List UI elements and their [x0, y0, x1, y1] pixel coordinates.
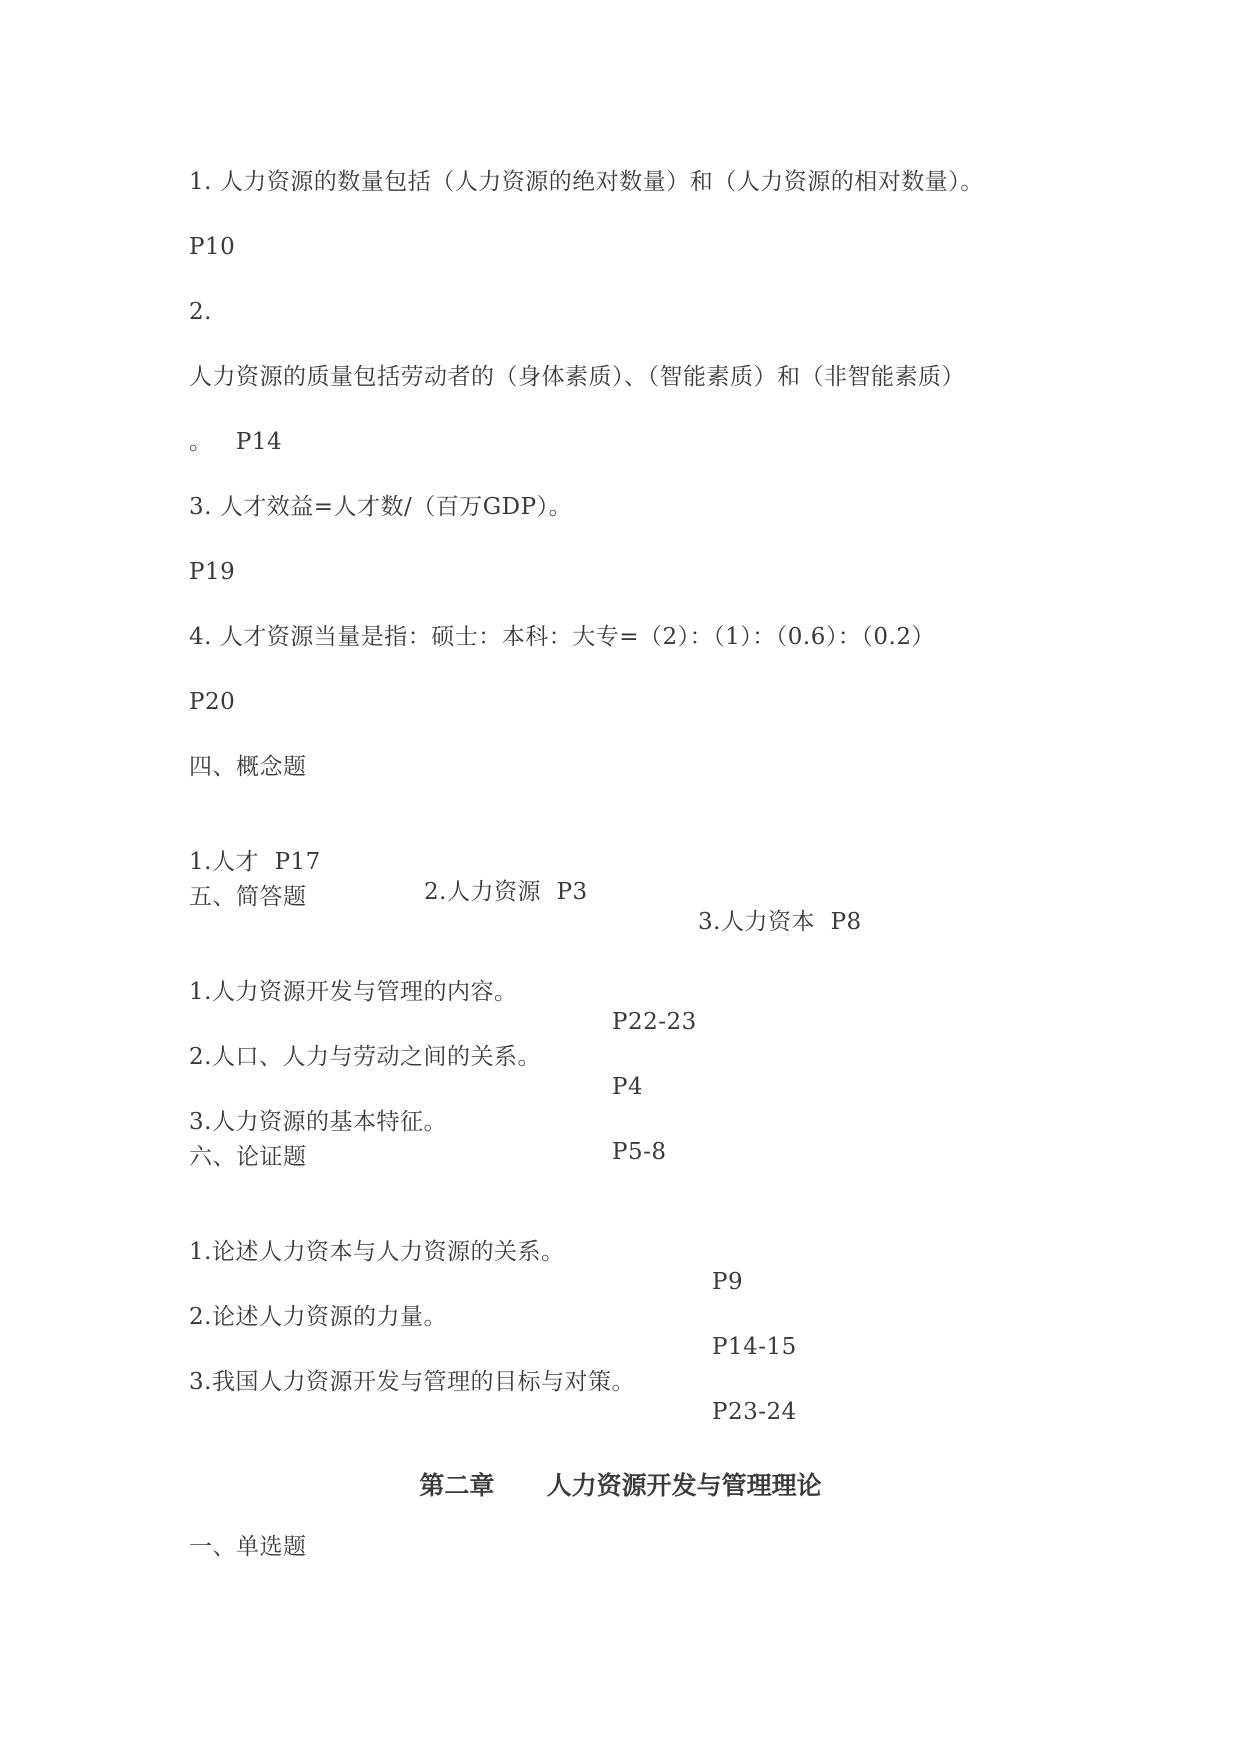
essay-text: 3.我国人力资源开发与管理的目标与对策。 — [189, 1369, 635, 1395]
essay-page-ref: P14-15 — [712, 1334, 797, 1360]
question-3-page-ref: P19 — [189, 559, 236, 585]
question-1-page-ref: P10 — [189, 234, 236, 260]
short-answer-text: 1.人力资源开发与管理的内容。 — [189, 979, 518, 1005]
short-answer-text: 3.人力资源的基本特征。 — [189, 1109, 447, 1135]
essay-item — [0, 1337, 1241, 1457]
short-answer-page-ref: P5-8 — [612, 1139, 667, 1165]
question-4-page-ref: P20 — [189, 689, 236, 715]
concepts-row — [0, 817, 1241, 967]
essay-heading: 六、论证题 — [189, 1144, 307, 1170]
concept-item: 3.人力资本 P8 — [698, 909, 862, 935]
question-4: 4. 人才资源当量是指：硕士：本科：大专=（2）：（1）：（0.6）：（0.2） — [189, 624, 935, 650]
question-2-page-ref: 。 P14 — [189, 429, 283, 455]
short-answer-page-ref: P4 — [612, 1074, 644, 1100]
chapter-title: 第二章 人力资源开发与管理理论 — [419, 1471, 822, 1500]
essay-page-ref: P23-24 — [712, 1399, 797, 1425]
short-answer-heading: 五、简答题 — [189, 884, 307, 910]
essay-page-ref: P9 — [712, 1269, 744, 1295]
short-answer-text: 2.人口、人力与劳动之间的关系。 — [189, 1044, 541, 1070]
concepts-heading: 四、概念题 — [189, 754, 307, 780]
question-1: 1. 人力资源的数量包括（人力资源的绝对数量）和（人力资源的相对数量）。 — [189, 169, 984, 195]
question-3: 3. 人才效益=人才数/（百万GDP）。 — [189, 494, 573, 520]
essay-text: 2.论述人力资源的力量。 — [189, 1304, 447, 1330]
concept-item: 1.人才 P17 — [189, 849, 321, 875]
short-answer-item — [0, 1077, 1241, 1197]
short-answer-page-ref: P22-23 — [612, 1009, 697, 1035]
question-2: 人力资源的质量包括劳动者的（身体素质）、（智能素质）和（非智能素质） — [189, 364, 965, 390]
concept-item: 2.人力资源 P3 — [424, 879, 588, 905]
single-choice-heading: 一、单选题 — [189, 1534, 307, 1560]
question-2-number: 2. — [189, 299, 212, 325]
essay-text: 1.论述人力资本与人力资源的关系。 — [189, 1239, 565, 1265]
